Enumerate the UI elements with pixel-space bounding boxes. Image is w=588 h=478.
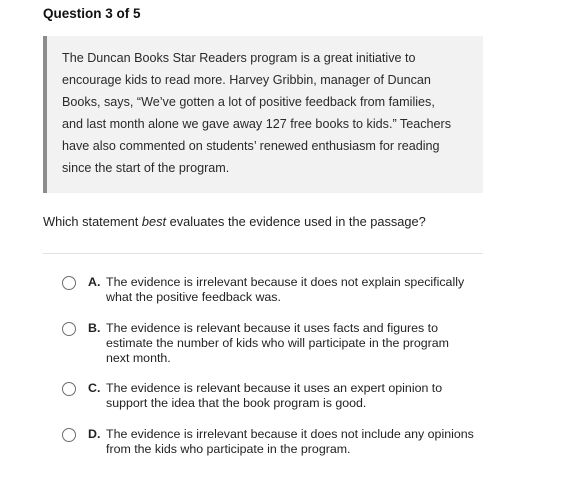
choice-letter: B. <box>88 321 101 335</box>
passage-line: and last month alone we gave away 127 free books to kids.” Teachers <box>62 116 452 131</box>
question-suffix: evaluates the evidence used in the passage? <box>166 214 426 229</box>
radio-button-b[interactable] <box>62 322 76 336</box>
passage-line: since the start of the program. <box>62 160 230 175</box>
choice-text-line: support the idea that the book program is good. <box>106 396 367 411</box>
choice-text-line: what the positive feedback was. <box>106 290 281 305</box>
answer-choice-a[interactable] <box>62 275 492 305</box>
radio-button-c[interactable] <box>62 382 76 396</box>
answer-choice-d[interactable] <box>62 427 492 457</box>
question-prefix: Which statement <box>43 214 142 229</box>
passage-line: Books, says, “We’ve gotten a lot of positive feedback from families, <box>62 94 435 109</box>
choice-letter: D. <box>88 427 101 441</box>
choice-text-line: next month. <box>106 351 171 366</box>
passage-line: have also commented on students’ renewed enthusiasm for reading <box>62 138 440 153</box>
divider <box>43 253 483 254</box>
choice-text-line: The evidence is irrelevant because it does not include any opinions <box>106 427 474 441</box>
choice-text <box>106 321 492 367</box>
choice-text <box>106 275 492 305</box>
choice-text-line: from the kids who participate in the program. <box>106 442 351 457</box>
passage-line: The Duncan Books Star Readers program is a great initiative to <box>62 51 416 65</box>
answer-choice-c[interactable] <box>62 381 492 411</box>
passage-block <box>43 36 483 193</box>
question-prompt <box>43 214 426 229</box>
radio-button-a[interactable] <box>62 276 76 290</box>
choice-letter: C. <box>88 381 101 395</box>
choice-text-line: The evidence is relevant because it uses facts and figures to <box>106 321 438 335</box>
choice-text-line: The evidence is relevant because it uses an expert opinion to <box>106 381 443 395</box>
question-counter: Question 3 of 5 <box>43 6 141 21</box>
question-emphasis: best <box>141 214 167 229</box>
answer-choice-b[interactable] <box>62 321 492 367</box>
choice-text-line: estimate the number of kids who will participate in the program <box>106 336 449 351</box>
choice-text <box>106 427 492 457</box>
radio-button-d[interactable] <box>62 428 76 442</box>
choice-letter: A. <box>88 275 101 289</box>
passage-line: encourage kids to read more. Harvey Gribbin, manager of Duncan <box>62 72 431 87</box>
choice-text-line: The evidence is irrelevant because it does not explain specifically <box>106 275 465 289</box>
choice-text <box>106 381 492 411</box>
